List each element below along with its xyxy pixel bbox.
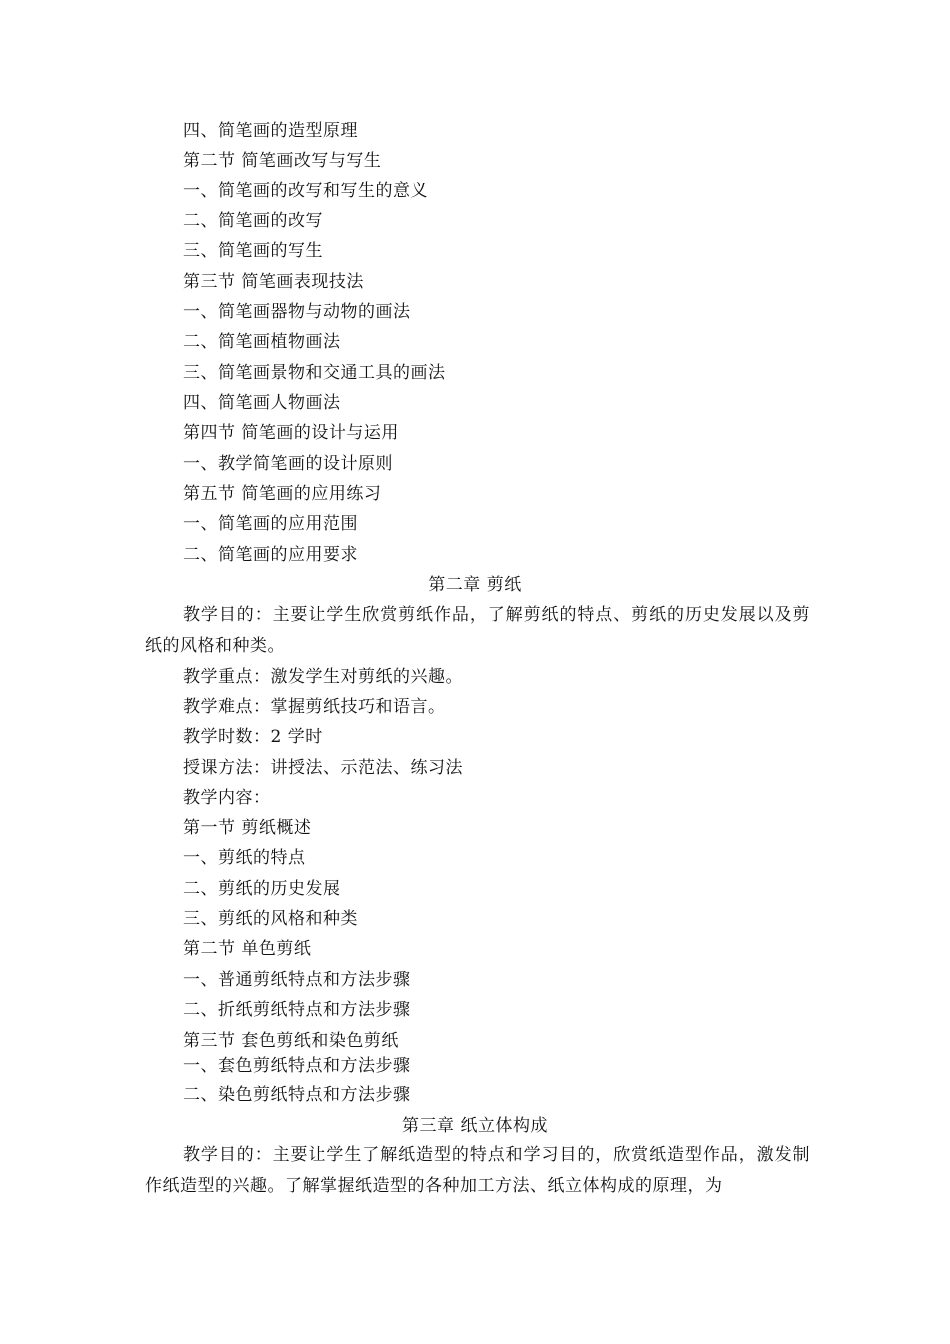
outline-item: 三、简笔画的写生 (183, 241, 323, 261)
outline-item: 一、套色剪纸特点和方法步骤 (183, 1056, 411, 1076)
teaching-hours: 教学时数：2 学时 (183, 727, 323, 747)
teaching-key-point: 教学重点：激发学生对剪纸的兴趣。 (183, 667, 463, 687)
outline-item: 二、染色剪纸特点和方法步骤 (183, 1085, 411, 1105)
section-heading: 第四节 简笔画的设计与运用 (183, 423, 399, 443)
outline-item: 二、简笔画植物画法 (183, 332, 341, 352)
teaching-difficulty: 教学难点：掌握剪纸技巧和语言。 (183, 697, 446, 717)
outline-item: 二、简笔画的应用要求 (183, 545, 358, 565)
outline-item: 四、简笔画的造型原理 (183, 121, 358, 141)
objective-paragraph: 教学目的：主要让学生欣赏剪纸作品，了解剪纸的特点、剪纸的历史发展以及剪纸的风格和种类。 (145, 605, 810, 656)
outline-item: 三、简笔画景物和交通工具的画法 (183, 363, 446, 383)
outline-item: 一、普通剪纸特点和方法步骤 (183, 970, 411, 990)
section-heading: 第五节 简笔画的应用练习 (183, 484, 382, 504)
outline-item: 四、简笔画人物画法 (183, 393, 341, 413)
outline-item: 一、简笔画的应用范围 (183, 514, 358, 534)
outline-item: 一、剪纸的特点 (183, 848, 306, 868)
outline-item: 二、简笔画的改写 (183, 211, 323, 231)
section-heading: 第一节 剪纸概述 (183, 818, 312, 838)
section-heading: 第三节 套色剪纸和染色剪纸 (183, 1031, 399, 1051)
chapter-title: 第二章 剪纸 (428, 575, 522, 595)
section-heading: 第三节 简笔画表现技法 (183, 272, 364, 292)
outline-item: 二、剪纸的历史发展 (183, 879, 341, 899)
section-heading: 第二节 简笔画改写与写生 (183, 151, 382, 171)
chapter-title: 第三章 纸立体构成 (402, 1116, 548, 1136)
outline-item: 一、简笔画的改写和写生的意义 (183, 181, 428, 201)
teaching-content-label: 教学内容： (183, 788, 271, 808)
teaching-methods: 授课方法：讲授法、示范法、练习法 (183, 758, 463, 778)
section-heading: 第二节 单色剪纸 (183, 939, 312, 959)
objective-paragraph: 教学目的：主要让学生了解纸造型的特点和学习目的，欣赏纸造型作品，激发制作纸造型的兴趣。了解掌握纸造型的各种加工方法、纸立体构成的原理，为 (145, 1145, 810, 1196)
outline-item: 一、教学简笔画的设计原则 (183, 454, 393, 474)
outline-item: 一、简笔画器物与动物的画法 (183, 302, 411, 322)
outline-item: 二、折纸剪纸特点和方法步骤 (183, 1000, 411, 1020)
outline-item: 三、剪纸的风格和种类 (183, 909, 358, 929)
